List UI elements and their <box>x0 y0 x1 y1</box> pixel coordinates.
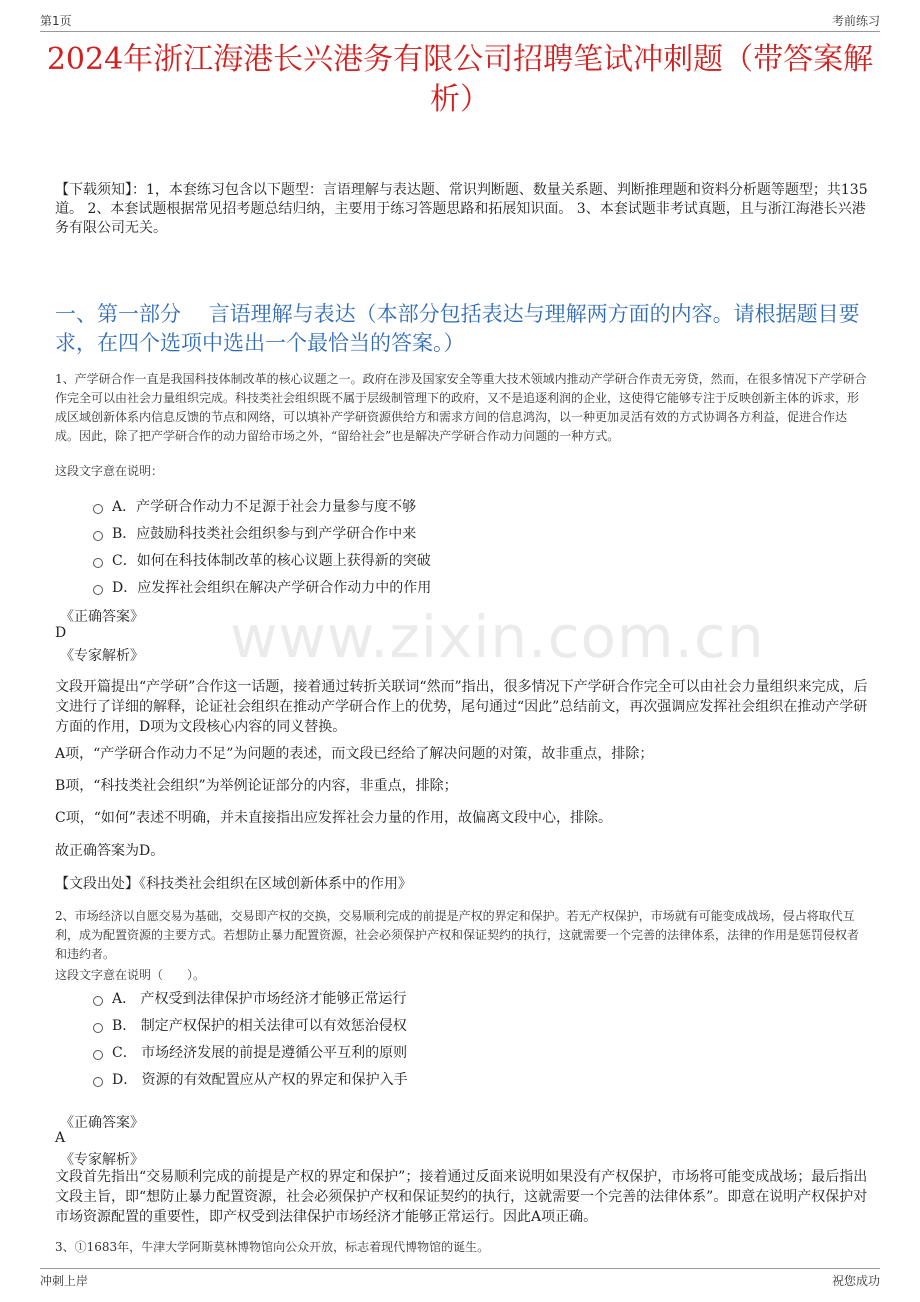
source-citation: 【文段出处】《科技类社会组织在区域创新体系中的作用》 <box>55 876 412 892</box>
question-1-option-c[interactable] <box>93 550 431 570</box>
question-2-option-d[interactable] <box>93 1069 408 1089</box>
footer-divider <box>40 1268 880 1269</box>
question-1-option-a[interactable] <box>93 496 416 516</box>
analysis-label: 《专家解析》 <box>60 648 144 664</box>
option-label: B． 制定产权保护的相关法律可以有效惩治侵权 <box>112 1018 407 1034</box>
analysis-option-c: C项，“如何”表述不明确，并未直接指出应发挥社会力量的作用，故偏离文段中心，排除。 <box>55 810 613 826</box>
question-1-prompt: 这段文字意在说明： <box>55 464 164 478</box>
header-tag: 考前练习 <box>831 14 880 28</box>
watermark: www.zixin.com.cn <box>230 603 765 671</box>
option-label: C．如何在科技体制改革的核心议题上获得新的突破 <box>112 553 431 569</box>
question-1-option-b[interactable] <box>93 523 416 543</box>
footer-right: 祝您成功 <box>831 1274 880 1288</box>
analysis-option-b: B项，“科技类社会组织”为举例论证部分的内容，非重点，排除； <box>55 778 458 794</box>
answer-label: 《正确答案》 <box>60 1115 144 1131</box>
option-label: B．应鼓励科技类社会组织参与到产学研合作中来 <box>112 526 417 542</box>
download-notice: 【下载须知】：1，本套练习包含以下题型：言语理解与表达题、常识判断题、数量关系题、判断推理题和资料分析题等题型；共135道。 2、本套试题根据常见招考题总结归纳，主要用于练习答题思路和拓展知识面。 3、本套试题非考试真题，且与浙江海港长兴港务有限公司无关。 <box>55 182 868 236</box>
question-1-option-d[interactable] <box>93 577 431 597</box>
analysis-label: 《专家解析》 <box>60 1152 144 1168</box>
question-2-option-b[interactable] <box>93 1015 407 1035</box>
page-number: 第1页 <box>40 14 72 28</box>
analysis-paragraph: 文段开篇提出“产学研”合作这一话题，接着通过转折关联词“然而”指出，很多情况下产学研合作完全可以由社会力量组织来完成，后文进行了详细的解释，论证社会组织在推动产学研合作上的优势，尾句通过“因此”总结前文，再次强调应发挥社会组织在推动产学研方面的作用，D项为文段核心内容的同义替换。 <box>55 679 868 735</box>
option-label: C． 市场经济发展的前提是遵循公平互利的原则 <box>112 1045 408 1061</box>
radio-icon[interactable] <box>93 996 103 1006</box>
radio-icon[interactable] <box>93 1077 103 1087</box>
answer-label: 《正确答案》 <box>60 609 144 625</box>
header-divider <box>40 31 880 32</box>
answer-value: D <box>55 625 67 641</box>
answer-value: A <box>55 1130 66 1146</box>
analysis-option-a: A项，“产学研合作动力不足”为问题的表述，而文段已经给了解决问题的对策，故非重点，排除； <box>55 746 654 762</box>
footer-left: 冲刺上岸 <box>40 1274 89 1288</box>
radio-icon[interactable] <box>93 504 103 514</box>
question-2-prompt: 这段文字意在说明（ ）。 <box>55 968 206 982</box>
radio-icon[interactable] <box>93 558 103 568</box>
question-2-option-c[interactable] <box>93 1042 407 1062</box>
option-label: D． 资源的有效配置应从产权的界定和保护入手 <box>112 1072 408 1088</box>
section-heading: 一、第一部分 言语理解与表达（本部分包括表达与理解两方面的内容。请根据题目要求，在四个选项中选出一个最恰当的答案。） <box>55 302 860 355</box>
question-3-text: 3、①1683年，牛津大学阿斯莫林博物馆向公众开放，标志着现代博物馆的诞生。 <box>55 1240 490 1254</box>
option-label: A． 产权受到法律保护市场经济才能够正常运行 <box>112 991 407 1007</box>
question-2-text: 2、市场经济以自愿交易为基础，交易即产权的交换，交易顺利完成的前提是产权的界定和保护。若无产权保护，市场就有可能变成战场，侵占将取代互利，成为配置资源的主要方式。若想防止暴力配置资源，社会必须保护产权和保证契约的执行，这就需要一个完善的法律体系，法律的作用是惩罚侵权者和违约者。 <box>55 909 860 961</box>
document-title: 2024年浙江海港长兴港务有限公司招聘笔试冲刺题（带答案解析） <box>46 42 874 117</box>
question-1-text: 1、产学研合作一直是我国科技体制改革的核心议题之一。政府在涉及国家安全等重大技术领域内推动产学研合作责无旁贷，然而，在很多情况下产学研合作完全可以由社会力量组织完成。科技类社会组织既不属于层级制管理下的政府，又不是追逐利润的企业，这使得它能够专注于反映创新主体的诉求，形成区域创新体系内信息反馈的节点和网络，可以填补产学研资源供给方和需求方间的信息鸿沟，以一种更加灵活有效的方式协调各方利益，促进合作达成。因此，除了把产学研合作的动力留给市场之外，“留给社会”也是解决产学研合作动力问题的一种方式。 <box>55 372 867 443</box>
analysis-conclusion: 故正确答案为D。 <box>55 843 165 859</box>
question-2-option-a[interactable] <box>93 988 407 1008</box>
radio-icon[interactable] <box>93 585 103 595</box>
option-label: A．产学研合作动力不足源于社会力量参与度不够 <box>112 499 417 515</box>
analysis-paragraph: 文段首先指出“交易顺利完成的前提是产权的界定和保护”；接着通过反面来说明如果没有产权保护，市场将可能变成战场；最后指出文段主旨，即“想防止暴力配置资源，社会必须保护产权和保证契约的执行，这就需要一个完善的法律体系”。即意在说明产权保护对市场资源配置的重要性，即产权受到法律保护市场经济才能够正常运行。因此A项正确。 <box>55 1169 868 1225</box>
radio-icon[interactable] <box>93 1050 103 1060</box>
radio-icon[interactable] <box>93 531 103 541</box>
radio-icon[interactable] <box>93 1023 103 1033</box>
option-label: D．应发挥社会组织在解决产学研合作动力中的作用 <box>112 580 432 596</box>
